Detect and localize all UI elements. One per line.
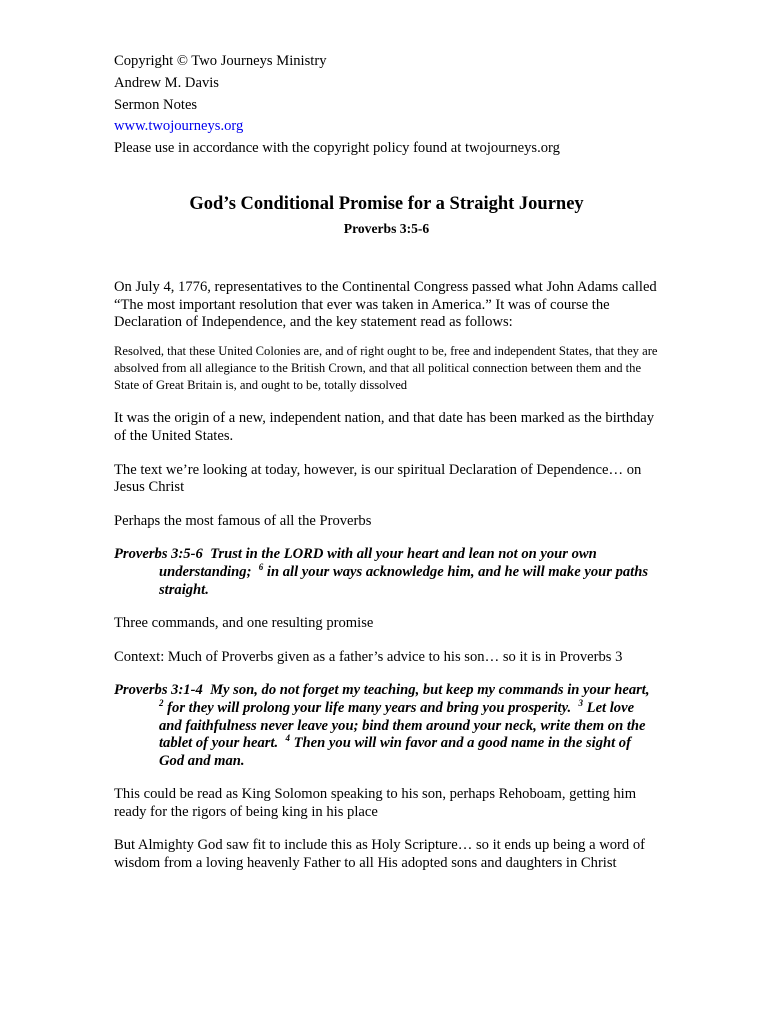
scripture-text: Trust in the LORD with all your heart and lean not on your own understanding;: [159, 546, 597, 580]
three-commands-paragraph: Three commands, and one resulting promise: [114, 615, 374, 632]
solomon-paragraph: This could be read as King Solomon speaking to his son, perhaps Rehoboam, getting him ready for the rigors of being king in his place: [114, 786, 637, 820]
holy-scripture-paragraph: But Almighty God saw fit to include this as Holy Scripture… so it ends up being a word of wisdom from a loving heavenly Father to all His adopted sons and daughters in Christ: [114, 837, 645, 872]
author-line: Andrew M. Davis: [114, 74, 219, 91]
verse-number: 4: [285, 733, 290, 744]
scripture-text: My son, do not forget my teaching, but keep my commands in your heart,: [210, 682, 650, 699]
origin-paragraph: It was the origin of a new, independent nation, and that date has been marked as the birthday of the United States.: [114, 410, 655, 444]
copyright-policy-line: Please use in accordance with the copyright policy found at twojourneys.org: [114, 140, 560, 157]
scripture-text: for they will prolong your life many years and bring you prosperity.: [167, 699, 572, 716]
scripture-text: Then you will win favor and a good name in the sight of God and man.: [159, 735, 631, 769]
document-header: [114, 51, 659, 160]
scripture-ref: Proverbs 3:5-6: [114, 546, 203, 563]
copyright-line: Copyright © Two Journeys Ministry: [114, 53, 327, 69]
scripture-ref: Proverbs 3:1-4: [114, 682, 203, 699]
scripture-reference: Proverbs 3:5-6: [343, 220, 430, 236]
famous-proverbs-paragraph: Perhaps the most famous of all the Proverbs: [114, 512, 372, 529]
verse-number: 6: [258, 562, 264, 573]
scripture-passage-proverbs-3-1: [114, 682, 659, 770]
scripture-passage-proverbs-3-5: [114, 546, 659, 599]
declaration-quote: Resolved, that these United Colonies are, and of right ought to be, free and independent States, that they are absolved from all allegiance to the British Crown, and that all political connection between them and the State of Great Britain is, and ought to be, totally dissolved: [114, 343, 658, 393]
sermon-title: God’s Conditional Promise for a Straight Journey: [189, 193, 584, 214]
verse-number: 2: [159, 698, 164, 709]
intro-paragraph: On July 4, 1776, representatives to the Continental Congress passed what John Adams called “The most important resolution that ever was taken in America.” It was of course the Declaration of Independence, and the key statement read as follows:: [114, 278, 657, 331]
website-link[interactable]: www.twojourneys.org: [114, 118, 244, 135]
verse-number: 3: [578, 698, 583, 709]
dependence-paragraph: The text we’re looking at today, however, is our spiritual Declaration of Dependence… on Jesus Christ: [114, 461, 642, 496]
document-type-line: Sermon Notes: [114, 96, 198, 113]
document-page: [114, 51, 659, 873]
scripture-text: in all your ways acknowledge him, and he will make your paths straight.: [159, 563, 649, 598]
context-paragraph: Context: Much of Proverbs given as a father’s advice to his son… so it is in Proverbs 3: [114, 648, 623, 665]
scripture-text: Let love and faithfulness never leave you; bind them around your neck, write them on the tablet of your heart.: [159, 699, 646, 752]
